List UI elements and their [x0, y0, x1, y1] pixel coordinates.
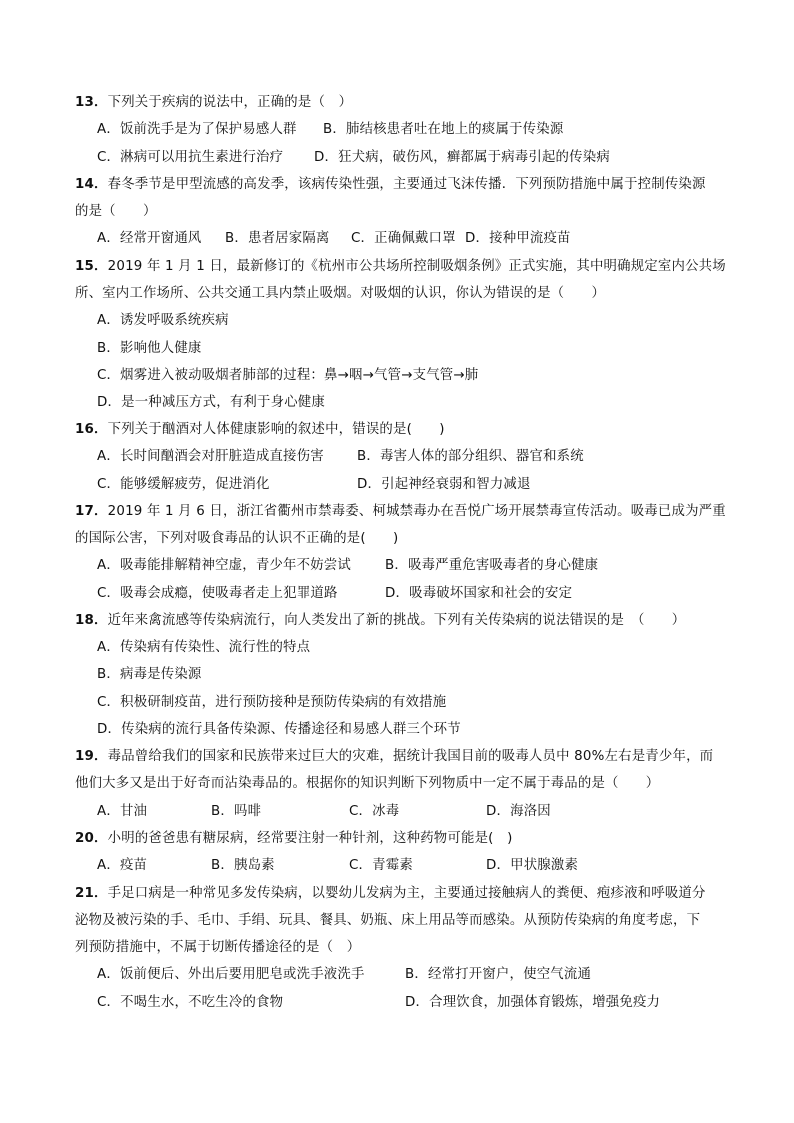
option-a: A．诱发呼吸系统疾病	[97, 313, 229, 328]
option-b: B．吸毒严重危害吸毒者的身心健康	[385, 558, 599, 573]
question-15-option-a	[97, 312, 229, 330]
question-13-options-row-1	[0, 121, 794, 139]
option-a: A．疫苗	[97, 858, 148, 873]
question-16-options-row-1	[0, 448, 794, 466]
option-a: A．甘油	[97, 804, 148, 819]
option-d: D．是一种减压方式，有利于身心健康	[97, 395, 325, 410]
question-text: 小明的爸爸患有糖尿病，经常要注射一种针剂，这种药物可能是( )	[107, 831, 513, 846]
question-text: 的国际公害，下列对吸食毒品的认识不正确的是( )	[75, 531, 399, 546]
question-text: 泌物及被污染的手、毛巾、手绢、玩具、餐具、奶瓶、床上用品等而感染。从预防传染病的角度考虑，下	[75, 913, 701, 928]
option-a: A．饭前洗手是为了保护易感人群	[97, 122, 297, 137]
question-19-stem	[75, 748, 713, 766]
question-15-option-d	[97, 394, 325, 412]
question-14-options-row	[0, 230, 794, 248]
option-c: C．青霉素	[349, 858, 413, 873]
question-13-stem	[75, 94, 352, 112]
question-number: 17．	[75, 504, 108, 519]
question-number: 21．	[75, 886, 108, 901]
option-c: C．积极研制疫苗，进行预防接种是预防传染病的有效措施	[97, 695, 447, 710]
option-a: A．长时间酗酒会对肝脏造成直接伤害	[97, 449, 324, 464]
question-15-stem-cont	[75, 285, 605, 303]
question-text: 2019 年 1 月 1 日，最新修订的《杭州市公共场所控制吸烟条例》正式实施，其中明确规定室内公共场	[107, 259, 726, 274]
question-21-options-row-1	[0, 966, 794, 984]
question-17-options-row-1	[0, 557, 794, 575]
question-15-stem	[75, 258, 726, 276]
option-d: D．传染病的流行具备传染源、传播途径和易感人群三个环节	[97, 722, 461, 737]
option-c: C．冰毒	[349, 804, 400, 819]
question-17-stem-cont	[75, 530, 398, 548]
question-18-stem	[75, 612, 685, 630]
question-text: 手足口病是一种常见多发传染病，以婴幼儿发病为主，主要通过接触病人的粪便、疱疹液和呼吸道分	[107, 886, 706, 901]
option-d: D．吸毒破坏国家和社会的安定	[385, 586, 573, 601]
option-b: B．胰岛素	[211, 858, 275, 873]
question-21-options-row-2	[0, 994, 794, 1012]
question-20-options-row	[0, 857, 794, 875]
question-16-stem	[75, 421, 445, 439]
question-number: 15．	[75, 259, 108, 274]
question-number: 16．	[75, 422, 108, 437]
option-c: C．不喝生水，不吃生冷的食物	[97, 995, 284, 1010]
question-text: 近年来禽流感等传染病流行，向人类发出了新的挑战。下列有关传染病的说法错误的是 （ ）	[107, 613, 686, 628]
option-b: B．吗啡	[211, 804, 262, 819]
option-b: B．肺结核患者吐在地上的痰属于传染源	[323, 122, 564, 137]
question-13-options-row-2	[0, 149, 794, 167]
option-d: D．甲状腺激素	[486, 858, 579, 873]
option-d: D．接种甲流疫苗	[465, 231, 571, 246]
question-number: 14．	[75, 177, 108, 192]
option-c: C．能够缓解疲劳，促进消化	[97, 477, 270, 492]
option-d: D．引起神经衰弱和智力减退	[357, 477, 531, 492]
question-text: 春冬季节是甲型流感的高发季，该病传染性强，主要通过飞沫传播．下列预防措施中属于控制传染源	[107, 177, 706, 192]
question-16-options-row-2	[0, 476, 794, 494]
option-b: B．影响他人健康	[97, 341, 202, 356]
question-18-option-c	[97, 694, 446, 712]
option-b: B．患者居家隔离	[225, 231, 330, 246]
question-15-option-b	[97, 340, 202, 358]
question-18-option-a	[97, 639, 310, 657]
question-text: 的是（ ）	[75, 204, 157, 219]
question-number: 18．	[75, 613, 108, 628]
question-21-stem	[75, 885, 706, 903]
question-18-option-d	[97, 721, 461, 739]
question-20-stem	[75, 830, 513, 848]
option-d: D．合理饮食，加强体育锻炼，增强免疫力	[405, 995, 661, 1010]
option-c: C．正确佩戴口罩	[351, 231, 456, 246]
option-b: B．毒害人体的部分组织、器官和系统	[357, 449, 584, 464]
option-b: B．病毒是传染源	[97, 667, 202, 682]
question-19-options-row	[0, 803, 794, 821]
question-17-stem	[75, 503, 726, 521]
question-15-option-c	[97, 367, 478, 385]
option-a: A．饭前便后、外出后要用肥皂或洗手液洗手	[97, 967, 365, 982]
question-14-stem-cont	[75, 203, 157, 221]
question-text: 2019 年 1 月 6 日，浙江省衢州市禁毒委、柯城禁毒办在吾悦广场开展禁毒宣传活动。吸毒已成为严重	[107, 504, 726, 519]
question-text: 列预防措施中，不属于切断传播途径的是（ ）	[75, 940, 361, 955]
question-17-options-row-2	[0, 585, 794, 603]
question-text: 他们大多又是出于好奇而沾染毒品的。根据你的知识判断下列物质中一定不属于毒品的是（ ）	[75, 776, 660, 791]
question-text: 所、室内工作场所、公共交通工具内禁止吸烟。对吸烟的认识，你认为错误的是（ ）	[75, 286, 606, 301]
question-number: 13．	[75, 95, 108, 110]
option-d: D．海洛因	[486, 804, 551, 819]
option-a: A．传染病有传染性、流行性的特点	[97, 640, 311, 655]
question-18-option-b	[97, 666, 202, 684]
question-text: 下列关于疾病的说法中，正确的是（ ）	[107, 95, 353, 110]
option-a: A．经常开窗通风	[97, 231, 202, 246]
option-c: C．淋病可以用抗生素进行治疗	[97, 150, 284, 165]
option-b: B．经常打开窗户，使空气流通	[405, 967, 592, 982]
question-21-stem-cont-1	[75, 912, 700, 930]
question-14-stem	[75, 176, 706, 194]
question-number: 20．	[75, 831, 108, 846]
option-d: D．狂犬病，破伤风，癣都属于病毒引起的传染病	[314, 150, 610, 165]
question-19-stem-cont	[75, 775, 659, 793]
option-c: C．吸毒会成瘾，使吸毒者走上犯罪道路	[97, 586, 338, 601]
question-text: 下列关于酗酒对人体健康影响的叙述中，错误的是( )	[107, 422, 445, 437]
question-number: 19．	[75, 749, 108, 764]
option-a: A．吸毒能排解精神空虚，青少年不妨尝试	[97, 558, 351, 573]
question-21-stem-cont-2	[75, 939, 360, 957]
option-c: C．烟雾进入被动吸烟者肺部的过程：鼻→咽→气管→支气管→肺	[97, 368, 479, 383]
question-text: 毒品曾给我们的国家和民族带来过巨大的灾难，据统计我国目前的吸毒人员中 80%左右是青少年，而	[107, 749, 714, 764]
